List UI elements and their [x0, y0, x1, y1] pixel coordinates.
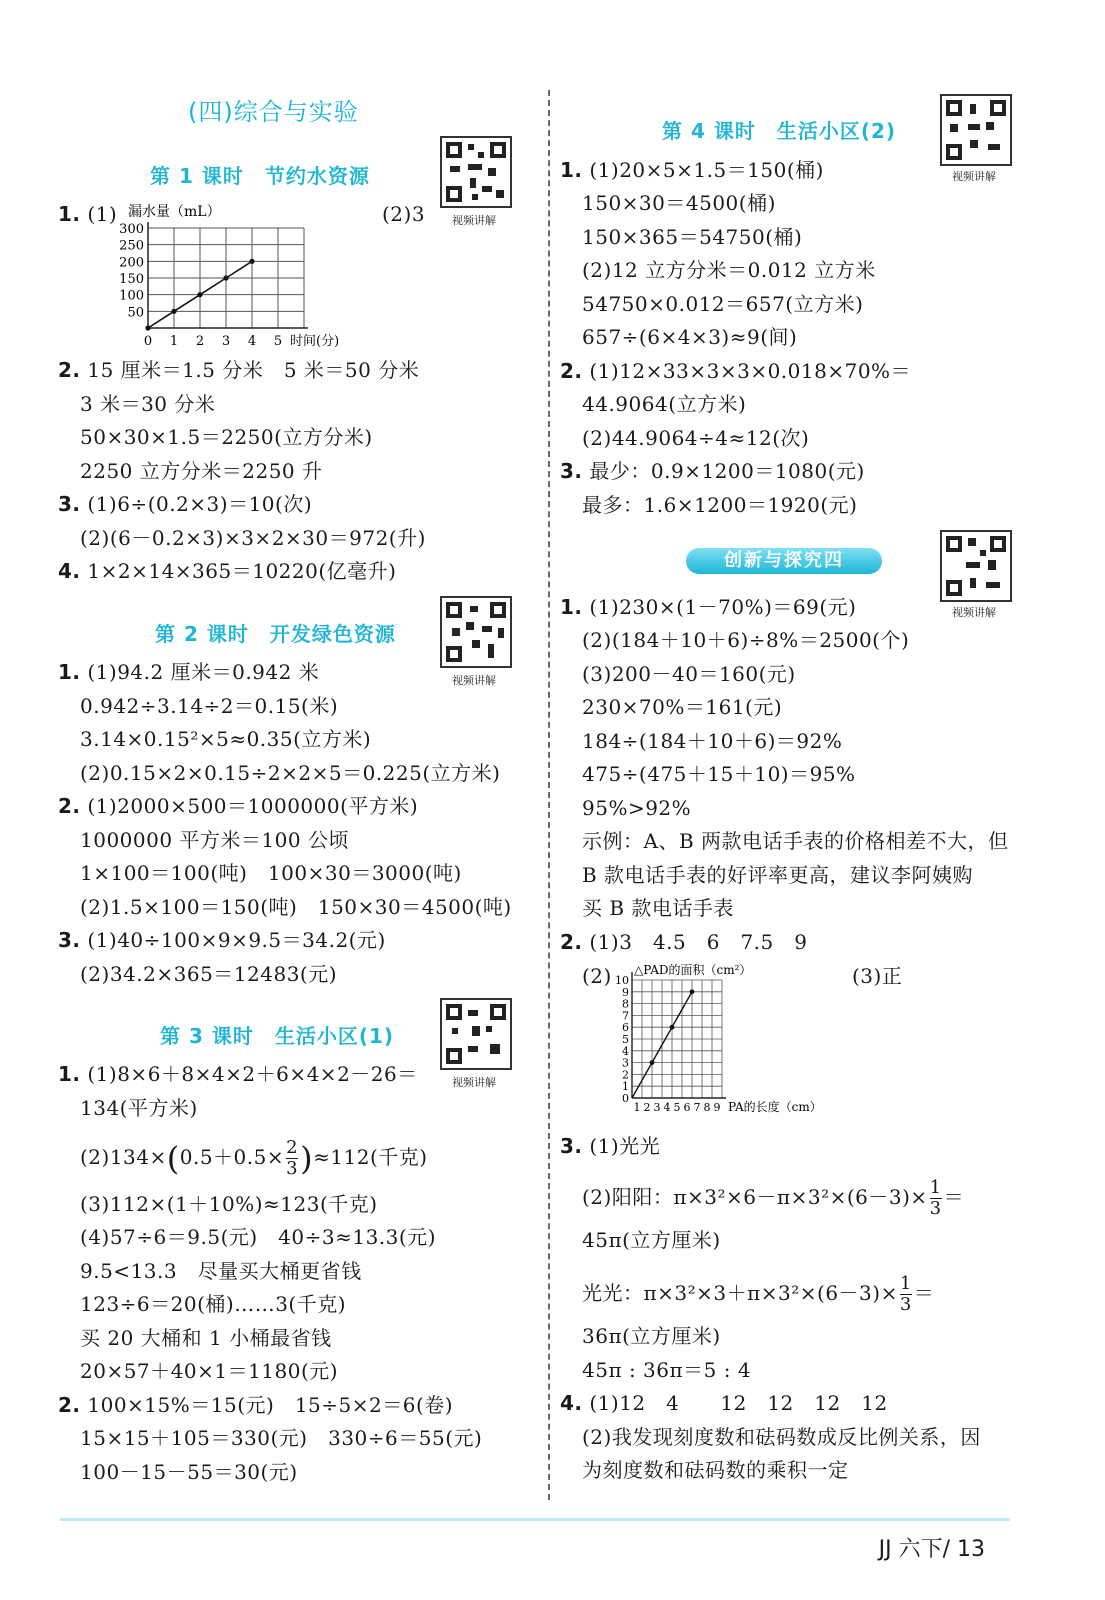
x-tick-label: 1 [633, 1101, 641, 1114]
l3-q1-line4: (4)57÷6＝9.5(元) 40÷3≈13.3(元) [80, 1225, 436, 1249]
x-tick-label: 0 [143, 334, 153, 349]
q-text: (1)3 4.5 6 7.5 9 [589, 930, 808, 954]
y-axis-label: △PAD的面积（cm²） [634, 963, 752, 977]
l2-q2-line4: (2)1.5×100＝150(吨) 150×30＝4500(吨) [80, 895, 512, 919]
x-axis-label: 时间(分) [290, 334, 340, 349]
q-text: 15 厘米＝1.5 分米 5 米＝50 分米 [87, 358, 420, 382]
ex-q3-line3: 45π(立方厘米) [582, 1228, 721, 1252]
qr-code-icon[interactable] [440, 136, 512, 208]
l2-q1-line1 [58, 658, 319, 686]
ex-q3-line1 [560, 1132, 660, 1160]
data-point [249, 259, 254, 264]
paren-open: ( [166, 1139, 180, 1178]
y-tick-label: 250 [119, 238, 144, 254]
y-tick-label: 1 [622, 1080, 629, 1094]
q-number: 2. [560, 359, 583, 383]
q-text: 最少：0.9×1200＝1080(元) [589, 459, 865, 483]
l1-q1 [58, 200, 117, 228]
qr-code-icon[interactable] [440, 596, 512, 668]
q-number: 1. [58, 660, 81, 684]
l4-q2-line3: (2)44.9064÷4≈12(次) [582, 426, 810, 450]
fraction [930, 1178, 942, 1219]
l2-q1-line3: 3.14×0.15²×5≈0.35(立方米) [80, 727, 372, 751]
fraction [900, 1274, 912, 1315]
x-tick-label: 6 [683, 1101, 691, 1114]
y-tick-label: 5 [622, 1033, 629, 1046]
l3-q1-line7: 买 20 大桶和 1 小桶最省钱 [80, 1326, 332, 1350]
l1-q3-line2: (2)(6－0.2×3)×3×2×30＝972(升) [80, 526, 426, 550]
frac-num: 1 [929, 1177, 942, 1198]
ex-q4-line1 [560, 1389, 888, 1417]
y-tick-label: 9 [622, 985, 629, 999]
x-tick-label: 2 [643, 1101, 651, 1114]
footer-rule [60, 1518, 1010, 1521]
l3-q1-line6: 123÷6＝20(桶)……3(千克) [80, 1292, 347, 1316]
ex-q2-line1 [560, 928, 808, 956]
q-number: 2. [58, 1393, 81, 1417]
x-axis-label: PA的长度（cm） [728, 1100, 822, 1114]
l1-q2-line2: 3 米＝30 分米 [80, 392, 216, 416]
data-point [690, 989, 695, 994]
ex-q4-line3: 为刻度数和砝码数的乘积一定 [582, 1458, 849, 1482]
q-text: (1)94.2 厘米＝0.942 米 [87, 660, 320, 684]
qr-code-icon[interactable] [940, 94, 1012, 166]
l4-q2-line2: 44.9064(立方米) [582, 392, 747, 416]
l4-q3-line2: 最多：1.6×1200＝1920(元) [582, 493, 858, 517]
q-text: (1)12×33×3×3×0.018×70%＝ [589, 359, 912, 383]
l2-q2-line2: 1000000 平方米＝100 公顷 [80, 828, 349, 852]
q-number: 1. [58, 1062, 81, 1086]
ex-q2-part2: (2) [582, 964, 612, 988]
l1-q1-b: (2)3 [382, 202, 426, 226]
q-text: (1)20×5×1.5＝150(桶) [589, 158, 824, 182]
ex-q1-line6: 475÷(475＋15＋10)＝95% [582, 762, 856, 786]
q-number: 4. [560, 1391, 583, 1415]
ex-q1-line8: 示例：A、B 两款电话手表的价格相差不大，但 [582, 829, 1009, 853]
l1-q2-line1 [58, 356, 419, 384]
qr-code-icon[interactable] [940, 530, 1012, 602]
data-point [223, 275, 228, 280]
expr-part: ≈112(千克) [313, 1145, 428, 1169]
l3-q1-line5: 9.5<13.3 尽量买大桶更省钱 [80, 1259, 362, 1283]
y-tick-label: 300 [119, 222, 144, 237]
q-text: (1)6÷(0.2×3)＝10(次) [87, 492, 313, 516]
q-text: 1×2×14×365＝10220(亿毫升) [87, 559, 397, 583]
ex-q3-line5: 36π(立方厘米) [582, 1324, 721, 1348]
y-tick-label: 200 [119, 255, 144, 271]
l2-q3-line2: (2)34.2×365＝12483(元) [80, 962, 338, 986]
q-number: 3. [58, 492, 81, 516]
x-tick-label: 1 [169, 334, 179, 349]
leak-chart [110, 200, 370, 352]
x-tick-label: 5 [273, 334, 283, 349]
l3-q2-line1 [58, 1391, 453, 1419]
frac-den: 3 [899, 1294, 912, 1315]
q-number: 2. [58, 358, 81, 382]
qr-code-icon[interactable] [440, 998, 512, 1070]
frac-num: 2 [286, 1137, 299, 1158]
expr-part: (2)阳阳：π×3²×6－π×3²×(6－3)× [582, 1185, 928, 1209]
data-point [650, 1060, 655, 1065]
q-number: 1. [560, 158, 583, 182]
ex-q1-line3: (3)200－40＝160(元) [582, 662, 796, 686]
qr-label: 视频讲解 [952, 606, 996, 619]
qr-label: 视频讲解 [452, 214, 496, 227]
x-tick-label: 8 [703, 1101, 711, 1114]
l2-q3-line1 [58, 926, 386, 954]
lesson-4-title: 第 4 课时 生活小区(2) [662, 119, 897, 143]
x-tick-label: 7 [693, 1101, 701, 1114]
l3-q1-line1 [58, 1060, 418, 1088]
l2-q2-line1 [58, 792, 418, 820]
q-text: (1) [87, 202, 118, 226]
q-number: 3. [560, 1134, 583, 1158]
l3-q2-line3: 100－15－55＝30(元) [80, 1460, 298, 1484]
l4-q2-line1 [560, 357, 911, 385]
x-tick-label: 4 [247, 334, 257, 349]
fraction [286, 1138, 298, 1179]
q-text: (1)8×6＋8×4×2＋6×4×2－26＝ [87, 1062, 418, 1086]
y-axis-label: 漏水量（mL） [128, 204, 221, 220]
q-number: 4. [58, 559, 81, 583]
y-tick-label: 100 [119, 288, 144, 304]
y-tick-label: 8 [622, 997, 629, 1011]
ex-q1-line5: 184÷(184＋10＋6)＝92% [582, 729, 843, 753]
l2-q1-line2: 0.942÷3.14÷2＝0.15(米) [80, 694, 339, 718]
expr-part: ＝ [943, 1185, 965, 1209]
unit-title: (四)综合与实验 [188, 98, 359, 126]
ex-q1-line9: B 款电话手表的好评率更高，建议李阿姨购 [582, 863, 974, 887]
q-text: (1)40÷100×9×9.5＝34.2(元) [87, 928, 386, 952]
l1-q2-line4: 2250 立方分米＝2250 升 [80, 459, 323, 483]
qr-label: 视频讲解 [452, 1076, 496, 1089]
l4-q1-line2: 150×30＝4500(桶) [582, 191, 776, 215]
l4-q1-line1 [560, 156, 824, 184]
l3-q2-line2: 15×15＋105＝330(元) 330÷6＝55(元) [80, 1426, 483, 1450]
explore-banner: 创新与探究四 [686, 548, 882, 574]
frac-den: 3 [286, 1158, 299, 1179]
qr-label: 视频讲解 [452, 674, 496, 687]
lesson-2-title: 第 2 课时 开发绿色资源 [155, 622, 396, 646]
q-number: 3. [58, 928, 81, 952]
x-tick-label: 3 [653, 1101, 661, 1114]
l3-q1-line8: 20×57＋40×1＝1180(元) [80, 1359, 339, 1383]
ex-q1-line4: 230×70%＝161(元) [582, 695, 783, 719]
ex-q1-line1 [560, 593, 856, 621]
column-divider [548, 90, 550, 1500]
q-number: 1. [58, 202, 81, 226]
y-tick-label: 7 [622, 1009, 629, 1023]
y-tick-label: 6 [622, 1021, 629, 1035]
ex-q3-line6: 45π : 36π＝5 : 4 [582, 1358, 752, 1382]
lesson-3-title: 第 3 课时 生活小区(1) [160, 1024, 395, 1048]
y-tick-label: 0 [622, 1092, 629, 1105]
l4-q3-line1 [560, 457, 865, 485]
ex-q1-line7: 95%>92% [582, 796, 692, 820]
l4-q1-line5: 54750×0.012＝657(立方米) [582, 292, 864, 316]
q-text: 100×15%＝15(元) 15÷5×2＝6(卷) [87, 1393, 454, 1417]
q-number: 2. [560, 930, 583, 954]
x-tick-label: 4 [663, 1101, 671, 1114]
q-text: (1)12 4 12 12 12 12 [589, 1391, 888, 1415]
expr-part: (2)134× [80, 1145, 167, 1169]
q-number: 2. [58, 794, 81, 818]
l1-q2-line3: 50×30×1.5＝2250(立方分米) [80, 425, 373, 449]
x-tick-label: 3 [221, 334, 231, 349]
expr-part: ＝ [913, 1281, 935, 1305]
expr-part: 光光：π×3²×3＋π×3²×(6－3)× [582, 1281, 898, 1305]
l3-q1-2 [80, 1138, 428, 1179]
data-point [197, 292, 202, 297]
y-tick-label: 4 [622, 1044, 629, 1058]
pad-area-chart [612, 962, 852, 1126]
l2-q2-line3: 1×100＝100(吨) 100×30＝3000(吨) [80, 861, 462, 885]
ex-q1-line10: 买 B 款电话手表 [582, 896, 734, 920]
q-number: 3. [560, 459, 583, 483]
l1-q3-line1 [58, 490, 312, 518]
l3-q1-line3: (3)112×(1＋10%)≈123(千克) [80, 1192, 378, 1216]
ex-q1-line2: (2)(184＋10＋6)÷8%＝2500(个) [582, 628, 910, 652]
expr-part: 0.5＋0.5× [179, 1145, 285, 1169]
l4-q1-line3: 150×365＝54750(桶) [582, 225, 803, 249]
y-tick-label: 50 [127, 305, 144, 321]
y-tick-label: 3 [622, 1056, 629, 1070]
l2-q1-line4: (2)0.15×2×0.15÷2×2×5＝0.225(立方米) [80, 761, 501, 785]
x-tick-label: 2 [195, 334, 205, 349]
x-tick-label: 9 [713, 1101, 721, 1114]
l4-q1-line4: (2)12 立方分米＝0.012 立方米 [582, 258, 876, 282]
l4-q1-line6: 657÷(6×4×3)≈9(间) [582, 325, 798, 349]
ex-q3-line4 [582, 1274, 934, 1315]
ex-q4-line2: (2)我发现刻度数和砝码数成反比例关系，因 [582, 1425, 981, 1449]
lesson-1-title: 第 1 课时 节约水资源 [150, 164, 370, 188]
page-footer: JJ 六下/ 13 [878, 1537, 985, 1562]
l1-q4-line1 [58, 557, 396, 585]
q-text: (1)光光 [589, 1134, 661, 1158]
l3-q1-line2: 134(平方米) [80, 1096, 198, 1120]
x-tick-label: 5 [673, 1101, 681, 1114]
qr-label: 视频讲解 [952, 170, 996, 183]
data-point [670, 1025, 675, 1030]
data-point [145, 325, 150, 330]
frac-num: 1 [899, 1273, 912, 1294]
paren-close: ) [300, 1139, 314, 1178]
q-text: (1)230×(1－70%)＝69(元) [589, 595, 857, 619]
frac-den: 3 [929, 1198, 942, 1219]
y-tick-label: 10 [615, 974, 629, 987]
data-point [171, 309, 176, 314]
q-text: (1)2000×500＝1000000(平方米) [87, 794, 419, 818]
q-number: 1. [560, 595, 583, 619]
ex-q2-part3: (3)正 [852, 964, 903, 988]
y-tick-label: 2 [622, 1068, 629, 1082]
ex-q3-line2 [582, 1178, 964, 1219]
y-tick-label: 150 [119, 272, 144, 287]
